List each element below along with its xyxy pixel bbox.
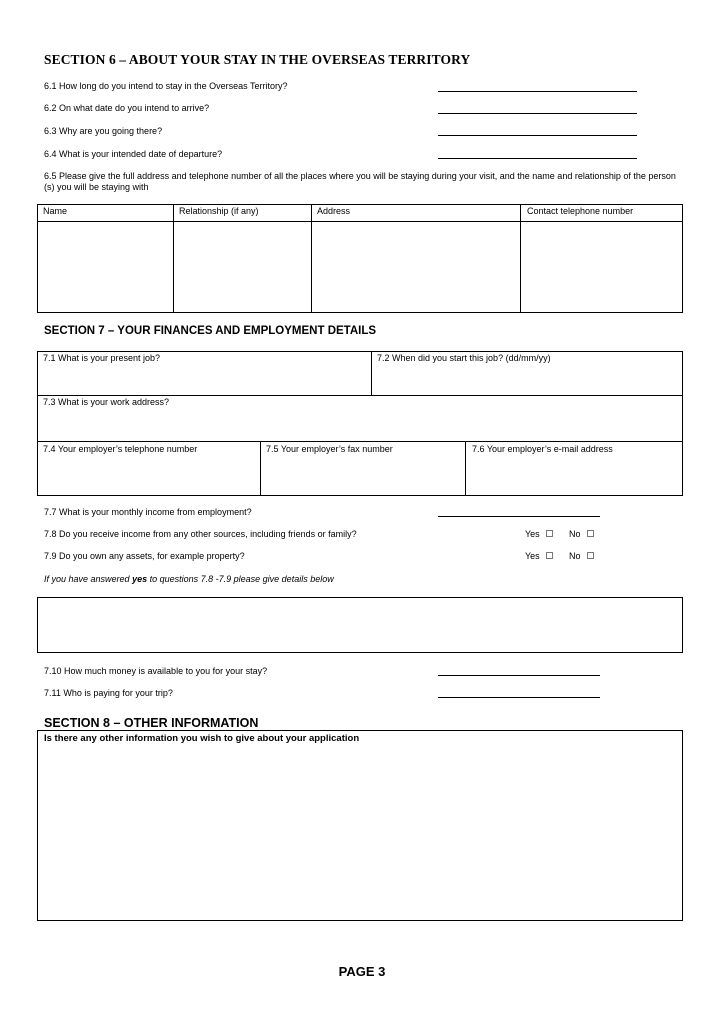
q78-yes-option[interactable]	[525, 529, 553, 540]
note-prefix: If you have answered	[44, 574, 133, 584]
section-7-title: SECTION 7 – YOUR FINANCES AND EMPLOYMENT DETAILS	[44, 325, 377, 337]
table-header-address: Address	[317, 206, 351, 216]
other-information-box[interactable]	[37, 730, 683, 921]
answer-6-2-line[interactable]	[438, 113, 637, 114]
answer-6-4-line[interactable]	[438, 158, 637, 159]
question-7-6-label: 7.6 Your employer’s e-mail address	[472, 444, 613, 454]
answer-7-7-line[interactable]	[438, 516, 600, 517]
q78-no-option[interactable]	[569, 529, 594, 540]
answer-6-3-line[interactable]	[438, 135, 637, 136]
question-6-2-label: 6.2 On what date do you intend to arrive?	[44, 103, 210, 113]
q79-no-checkbox[interactable]	[587, 552, 594, 559]
table-header-relationship: Relationship (if any)	[179, 206, 259, 216]
question-6-5-label: 6.5 Please give the full address and telephone number of all the places where you will be staying during your visit, and the name and relationship of the person (s) you will be staying with	[44, 171, 676, 192]
table-cell-relationship[interactable]	[174, 222, 311, 312]
question-7-5-label: 7.5 Your employer’s fax number	[266, 444, 393, 454]
question-7-7-label: 7.7 What is your monthly income from employment?	[44, 507, 252, 517]
answer-7-10-line[interactable]	[438, 675, 600, 676]
q78-no-checkbox[interactable]	[587, 530, 594, 537]
answer-7-6-field[interactable]	[466, 457, 682, 495]
q78-yes-checkbox[interactable]	[546, 530, 553, 537]
answer-7-3-field[interactable]	[38, 410, 682, 440]
q79-yes-option[interactable]	[525, 551, 553, 562]
section-6-title: SECTION 6 – ABOUT YOUR STAY IN THE OVERSEAS TERRITORY	[44, 52, 471, 67]
additional-income-details-box[interactable]	[37, 597, 683, 653]
answer-7-5-field[interactable]	[261, 457, 464, 495]
question-6-4-label: 6.4 What is your intended date of departure?	[44, 149, 223, 159]
answer-6-1-line[interactable]	[438, 91, 637, 92]
question-7-9-label: 7.9 Do you own any assets, for example property?	[44, 551, 245, 561]
answer-7-4-field[interactable]	[38, 457, 259, 495]
details-instruction-note	[44, 574, 334, 585]
answer-7-1-field[interactable]	[38, 366, 370, 394]
question-6-1-label: 6.1 How long do you intend to stay in the Overseas Territory?	[44, 81, 288, 91]
box-row-divider	[37, 441, 683, 442]
question-7-4-label: 7.4 Your employer’s telephone number	[43, 444, 198, 454]
question-7-11-label: 7.11 Who is paying for your trip?	[44, 688, 173, 698]
table-header-name: Name	[43, 206, 68, 216]
table-header-contact-telephone: Contact telephone number	[527, 206, 634, 216]
q79-no-option[interactable]	[569, 551, 594, 562]
table-cell-name[interactable]	[38, 222, 173, 312]
note-suffix: to questions 7.8 -7.9 please give details below	[147, 574, 334, 584]
answer-7-11-line[interactable]	[438, 697, 600, 698]
page-number: PAGE 3	[338, 964, 386, 979]
table-cell-address[interactable]	[312, 222, 520, 312]
q79-yes-checkbox[interactable]	[546, 552, 553, 559]
no-label: No	[569, 551, 581, 561]
note-yes-emphasis: yes	[132, 574, 148, 584]
table-cell-contact-telephone[interactable]	[521, 222, 682, 312]
question-6-3-label: 6.3 Why are you going there?	[44, 126, 163, 136]
no-label: No	[569, 529, 581, 539]
box-row-divider	[37, 395, 683, 396]
other-information-prompt: Is there any other information you wish to give about your application	[44, 733, 360, 744]
question-7-10-label: 7.10 How much money is available to you for your stay?	[44, 666, 268, 676]
question-7-3-label: 7.3 What is your work address?	[43, 397, 170, 407]
answer-7-2-field[interactable]	[372, 366, 682, 394]
section-8-title: SECTION 8 – OTHER INFORMATION	[44, 716, 259, 730]
yes-label: Yes	[525, 551, 540, 561]
question-7-1-label: 7.1 What is your present job?	[43, 353, 161, 363]
question-7-8-label: 7.8 Do you receive income from any other sources, including friends or family?	[44, 529, 357, 539]
yes-label: Yes	[525, 529, 540, 539]
question-7-2-label: 7.2 When did you start this job? (dd/mm/yy)	[377, 353, 551, 363]
